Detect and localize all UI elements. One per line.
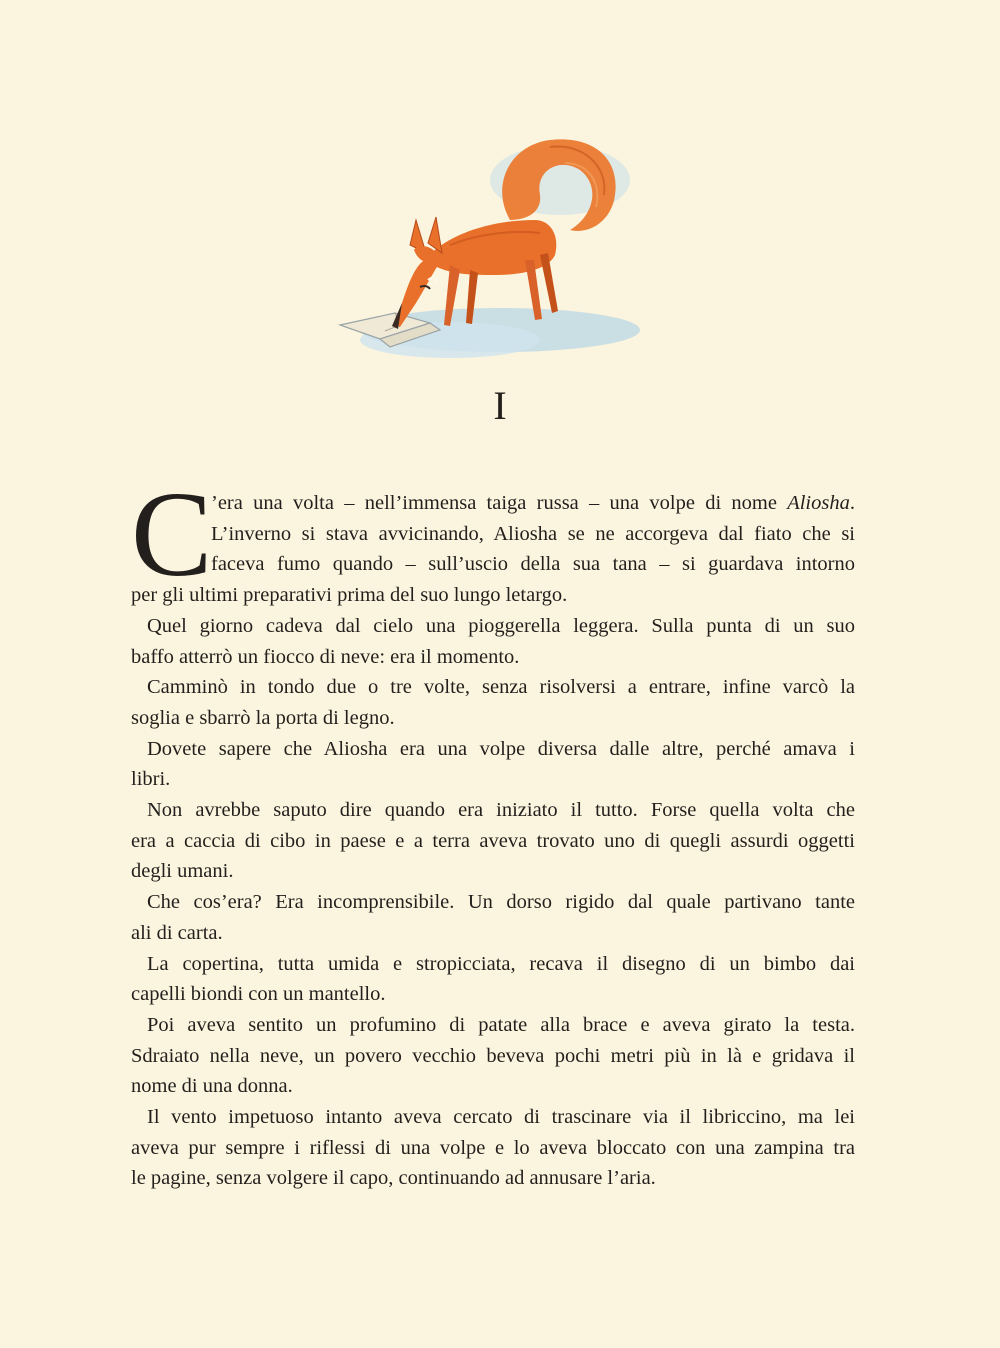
paragraph [131, 949, 855, 1010]
text-line: Non avrebbe saputo dire quando era iniziato il tutto. Forse quella volta che [147, 799, 855, 822]
text-line: La copertina, tutta umida e stropicciata, recava il disegno di un bimbo dai [147, 952, 855, 975]
text-line: Quel giorno cadeva dal cielo una pioggerella leggera. Sulla punta di un suo [147, 614, 855, 637]
text-line: faceva fumo quando – sull’uscio della sua tana – si guardava intorno [211, 553, 855, 576]
name-italic: Aliosha [787, 492, 850, 514]
paragraph [131, 1102, 855, 1194]
text-line: Camminò in tondo due o tre volte, senza risolversi a entrare, infine varcò la [147, 676, 855, 699]
text-line: nome di una donna. [131, 1075, 293, 1098]
chapter-number: I [493, 383, 507, 428]
text-line: aveva pur sempre i riflessi di una volpe e lo aveva bloccato con una zampina tra [131, 1136, 855, 1159]
text-line: Dovete sapere che Aliosha era una volpe diversa dalle altre, perché amava i [147, 737, 855, 760]
text-line: le pagine, senza volgere il capo, continuando ad annusare l’aria. [131, 1167, 656, 1190]
paragraph [131, 467, 855, 611]
text-line: era a caccia di cibo in paese e a terra aveva trovato uno di quegli assurdi oggetti [131, 829, 855, 852]
text-line: L’inverno si stava avvicinando, Aliosha se ne accorgeva dal fiato che si [211, 522, 855, 545]
paragraph [131, 611, 855, 672]
text-line: libri. [131, 768, 171, 791]
paragraph [131, 672, 855, 733]
text-line: capelli biondi con un mantello. [131, 983, 386, 1006]
text-line: Il vento impetuoso intanto aveva cercato di trascinare via il libriccino, ma lei [147, 1106, 855, 1129]
text-line: ’era una volta – nell’immensa taiga russa – una volpe di nome Aliosha. [211, 492, 855, 514]
text-line: Sdraiato nella neve, un povero vecchio beveva pochi metri più in là e gridava il [131, 1044, 855, 1067]
paragraph [131, 795, 855, 887]
text-line: Poi aveva sentito un profumino di patate alla brace e aveva girato la testa. [147, 1013, 855, 1036]
text-line: soglia e sbarrò la porta di legno. [131, 706, 395, 729]
text-line: per gli ultimi preparativi prima del suo lungo letargo. [131, 584, 568, 607]
paragraph [131, 887, 855, 948]
text-line: degli umani. [131, 860, 234, 883]
text-line: Che cos’era? Era incomprensibile. Un dorso rigido dal quale partivano tante [147, 891, 855, 914]
fox-illustration-icon [320, 125, 650, 370]
text-line: baffo atterrò un fiocco di neve: era il momento. [131, 645, 520, 668]
text-line: ali di carta. [131, 921, 223, 944]
chapter-body [131, 467, 855, 1194]
paragraph [131, 1010, 855, 1102]
paragraph [131, 734, 855, 795]
drop-cap: C [131, 467, 213, 602]
